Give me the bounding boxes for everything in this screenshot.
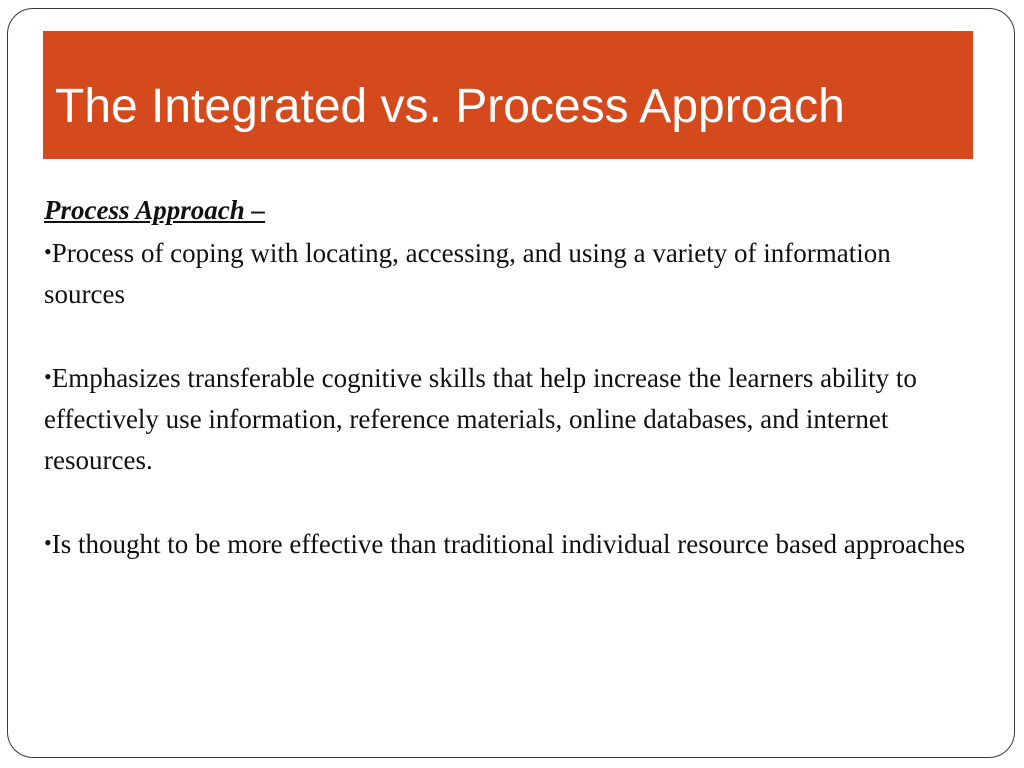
- slide-body: [44, 190, 974, 606]
- bullet-icon: •: [44, 530, 52, 555]
- bullet-item-3: [44, 522, 974, 565]
- bullet-text-2: Emphasizes transferable cognitive skills that help increase the learners ability to effectively use information, reference materials, online databases, and internet resources.: [44, 363, 917, 475]
- bullet-item-1: [44, 231, 974, 315]
- bullet-text-3: Is thought to be more effective than traditional individual resource based approaches: [51, 529, 966, 559]
- bullet-text-1: Process of coping with locating, accessing, and using a variety of information sources: [44, 238, 891, 309]
- bullet-icon: •: [44, 364, 52, 389]
- title-bar: [43, 31, 973, 159]
- slide-title: The Integrated vs. Process Approach: [55, 80, 845, 133]
- bullet-item-2: [44, 356, 974, 481]
- bullet-icon: •: [44, 239, 52, 264]
- section-heading: Process Approach –: [44, 195, 265, 225]
